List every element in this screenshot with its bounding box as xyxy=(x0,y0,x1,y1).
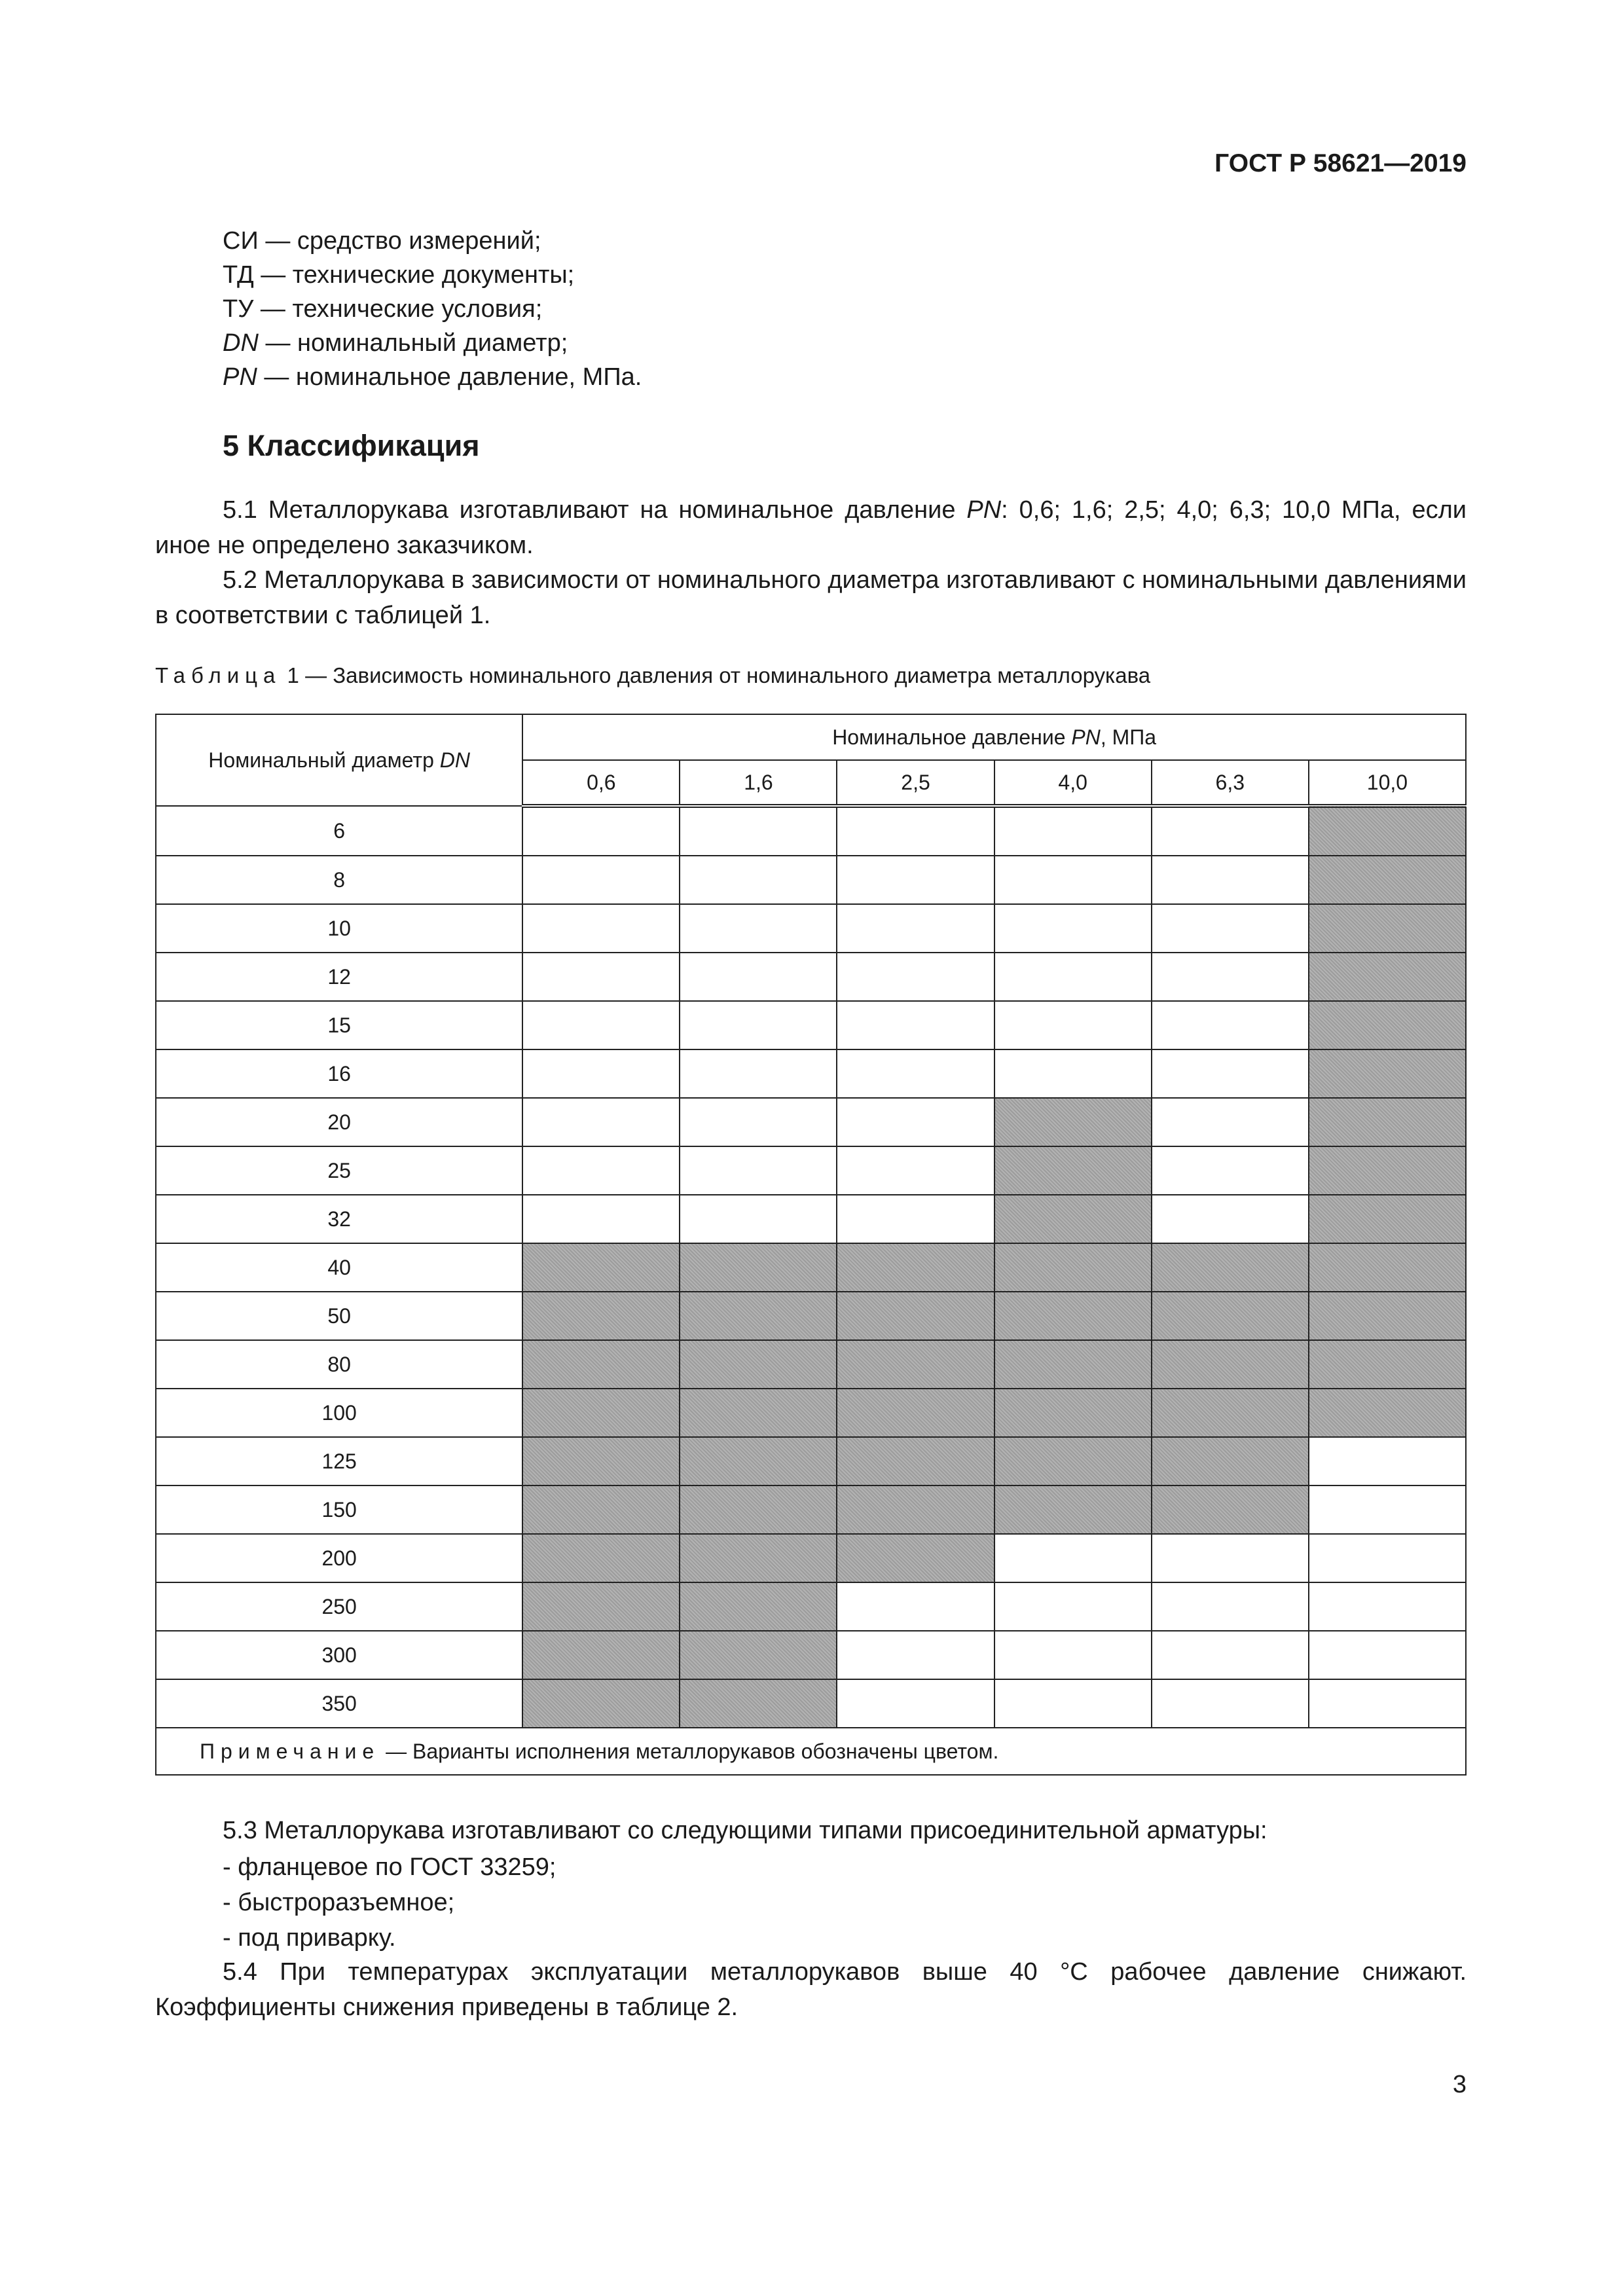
empty-cell xyxy=(1309,1631,1466,1679)
empty-cell xyxy=(680,953,837,1001)
section-heading: 5 Классификация xyxy=(223,429,480,462)
text: : 0,6; 1,6; 2,5; 4,0; 6,3; 10,0 МПа, если иное не определено заказчиком. xyxy=(155,496,1467,559)
empty-cell xyxy=(680,1049,837,1098)
empty-cell xyxy=(1309,1437,1466,1485)
pn-column-header: 4,0 xyxy=(994,760,1152,806)
shaded-cell xyxy=(522,1679,680,1728)
paragraph-5-2: 5.2 Металлорукава в зависимости от номинального диаметра изготавливают с номинальными давлениями в соответствии с таблицей 1. xyxy=(155,566,1467,629)
table-row xyxy=(156,1098,1466,1146)
dn-cell: 10 xyxy=(156,904,522,953)
shaded-cell xyxy=(522,1485,680,1534)
shaded-cell xyxy=(994,1485,1152,1534)
table-row xyxy=(156,1582,1466,1631)
shaded-cell xyxy=(522,1534,680,1582)
shaded-cell xyxy=(680,1582,837,1631)
shaded-cell xyxy=(837,1340,994,1389)
empty-cell xyxy=(1152,1001,1309,1049)
empty-cell xyxy=(1152,953,1309,1001)
empty-cell xyxy=(680,1146,837,1195)
empty-cell xyxy=(1152,1098,1309,1146)
shaded-cell xyxy=(837,1243,994,1292)
shaded-cell xyxy=(1309,806,1466,856)
dn-cell: 8 xyxy=(156,856,522,904)
note-text: — Варианты исполнения металлорукавов обозначены цветом. xyxy=(380,1739,999,1763)
empty-cell xyxy=(522,904,680,953)
empty-cell xyxy=(1309,1485,1466,1534)
empty-cell xyxy=(1152,1679,1309,1728)
dn-cell: 300 xyxy=(156,1631,522,1679)
empty-cell xyxy=(522,1001,680,1049)
empty-cell xyxy=(837,904,994,953)
abbr-term: DN xyxy=(223,329,259,357)
dn-cell: 15 xyxy=(156,1001,522,1049)
shaded-cell xyxy=(680,1679,837,1728)
empty-cell xyxy=(994,806,1152,856)
empty-cell xyxy=(1309,1679,1466,1728)
pn-group-header xyxy=(522,714,1466,760)
page-number: 3 xyxy=(1452,2071,1467,2098)
shaded-cell xyxy=(1309,953,1466,1001)
shaded-cell xyxy=(994,1437,1152,1485)
empty-cell xyxy=(994,1631,1152,1679)
dn-cell: 40 xyxy=(156,1243,522,1292)
abbr-term: PN xyxy=(223,363,257,391)
paragraph-5-1 xyxy=(155,492,1467,563)
abbr-item xyxy=(223,326,642,360)
empty-cell xyxy=(994,904,1152,953)
shaded-cell xyxy=(1152,1243,1309,1292)
table-caption xyxy=(155,663,1150,688)
list-item: - быстроразъемное; xyxy=(223,1889,455,1916)
abbr-item xyxy=(223,360,642,394)
shaded-cell xyxy=(837,1292,994,1340)
empty-cell xyxy=(994,1534,1152,1582)
table-row xyxy=(156,1195,1466,1243)
shaded-cell xyxy=(1152,1485,1309,1534)
dn-symbol: DN xyxy=(439,748,470,772)
table-row xyxy=(156,1534,1466,1582)
abbr-item xyxy=(223,292,642,326)
empty-cell xyxy=(680,806,837,856)
abbreviation-list xyxy=(223,224,642,394)
shaded-cell xyxy=(1309,1146,1466,1195)
shaded-cell xyxy=(1309,856,1466,904)
dn-cell: 250 xyxy=(156,1582,522,1631)
shaded-cell xyxy=(522,1582,680,1631)
empty-cell xyxy=(1152,1049,1309,1098)
shaded-cell xyxy=(680,1437,837,1485)
shaded-cell xyxy=(522,1389,680,1437)
empty-cell xyxy=(522,1049,680,1098)
empty-cell xyxy=(837,1049,994,1098)
shaded-cell xyxy=(522,1437,680,1485)
shaded-cell xyxy=(1309,904,1466,953)
shaded-cell xyxy=(522,1340,680,1389)
shaded-cell xyxy=(1309,1243,1466,1292)
empty-cell xyxy=(994,1679,1152,1728)
text: 5.1 Металлорукава изготавливают на номинальное давление xyxy=(223,496,967,524)
pn-column-header: 1,6 xyxy=(680,760,837,806)
empty-cell xyxy=(1309,1534,1466,1582)
dn-cell: 150 xyxy=(156,1485,522,1534)
shaded-cell xyxy=(837,1485,994,1534)
empty-cell xyxy=(680,856,837,904)
abbr-item xyxy=(223,224,642,258)
shaded-cell xyxy=(1152,1389,1309,1437)
empty-cell xyxy=(680,1001,837,1049)
shaded-cell xyxy=(680,1534,837,1582)
empty-cell xyxy=(522,856,680,904)
dn-cell: 6 xyxy=(156,806,522,856)
empty-cell xyxy=(522,1098,680,1146)
shaded-cell xyxy=(680,1243,837,1292)
shaded-cell xyxy=(1152,1292,1309,1340)
table-row xyxy=(156,1001,1466,1049)
shaded-cell xyxy=(522,1243,680,1292)
dn-cell: 12 xyxy=(156,953,522,1001)
dn-cell: 25 xyxy=(156,1146,522,1195)
table-row xyxy=(156,904,1466,953)
abbr-def: — средство измерений; xyxy=(258,227,541,255)
empty-cell xyxy=(837,1195,994,1243)
empty-cell xyxy=(522,1146,680,1195)
table-row xyxy=(156,1146,1466,1195)
empty-cell xyxy=(837,1582,994,1631)
abbr-def: — номинальное давление, МПа. xyxy=(257,363,642,391)
table-row xyxy=(156,953,1466,1001)
shaded-cell xyxy=(1309,1001,1466,1049)
dn-cell: 100 xyxy=(156,1389,522,1437)
abbr-def: — технические документы; xyxy=(253,261,575,289)
shaded-cell xyxy=(1309,1389,1466,1437)
abbr-def: — номинальный диаметр; xyxy=(258,329,568,357)
empty-cell xyxy=(1152,856,1309,904)
table-row xyxy=(156,806,1466,856)
pn-column-header: 6,3 xyxy=(1152,760,1309,806)
empty-cell xyxy=(1152,1146,1309,1195)
paragraph-5-3: 5.3 Металлорукава изготавливают со следующими типами присоединительной арматуры: xyxy=(223,1817,1267,1844)
shaded-cell xyxy=(1309,1049,1466,1098)
shaded-cell xyxy=(522,1631,680,1679)
empty-cell xyxy=(994,856,1152,904)
empty-cell xyxy=(1152,1195,1309,1243)
note-label: Примечание xyxy=(200,1739,380,1763)
shaded-cell xyxy=(837,1437,994,1485)
shaded-cell xyxy=(1309,1098,1466,1146)
empty-cell xyxy=(1152,806,1309,856)
abbr-term: СИ xyxy=(223,227,259,255)
empty-cell xyxy=(994,1049,1152,1098)
shaded-cell xyxy=(994,1243,1152,1292)
empty-cell xyxy=(994,1001,1152,1049)
empty-cell xyxy=(522,806,680,856)
table-row xyxy=(156,1679,1466,1728)
table-row xyxy=(156,1389,1466,1437)
empty-cell xyxy=(837,1146,994,1195)
dn-cell: 20 xyxy=(156,1098,522,1146)
dn-cell: 50 xyxy=(156,1292,522,1340)
table-row xyxy=(156,1340,1466,1389)
empty-cell xyxy=(837,856,994,904)
caption-label: Таблица xyxy=(155,663,282,687)
dn-cell: 80 xyxy=(156,1340,522,1389)
shaded-cell xyxy=(680,1340,837,1389)
abbr-item xyxy=(223,258,642,292)
document-id: ГОСТ Р 58621—2019 xyxy=(1214,149,1467,177)
table-row xyxy=(156,1485,1466,1534)
shaded-cell xyxy=(994,1098,1152,1146)
shaded-cell xyxy=(522,1292,680,1340)
paragraph-5-4: 5.4 При температурах эксплуатации металлорукавов выше 40 °С рабочее давление снижают. Коэффициенты снижения приведены в таблице 2. xyxy=(155,1958,1467,2021)
pn-column-header: 2,5 xyxy=(837,760,994,806)
shaded-cell xyxy=(837,1389,994,1437)
dn-cell: 16 xyxy=(156,1049,522,1098)
dn-column-header xyxy=(156,714,522,806)
empty-cell xyxy=(837,1098,994,1146)
shaded-cell xyxy=(1309,1195,1466,1243)
text: Номинальный диаметр xyxy=(208,748,440,772)
shaded-cell xyxy=(1152,1437,1309,1485)
empty-cell xyxy=(994,1582,1152,1631)
shaded-cell xyxy=(680,1631,837,1679)
connection-types-list xyxy=(223,1850,556,1956)
shaded-cell xyxy=(994,1292,1152,1340)
list-item: - фланцевое по ГОСТ 33259; xyxy=(223,1853,556,1881)
empty-cell xyxy=(837,1001,994,1049)
table-row xyxy=(156,1631,1466,1679)
empty-cell xyxy=(522,953,680,1001)
table-row xyxy=(156,1437,1466,1485)
table-note xyxy=(156,1728,1466,1775)
list-item: - под приварку. xyxy=(223,1924,396,1952)
empty-cell xyxy=(522,1195,680,1243)
empty-cell xyxy=(680,1098,837,1146)
shaded-cell xyxy=(994,1389,1152,1437)
shaded-cell xyxy=(680,1389,837,1437)
pn-column-header: 0,6 xyxy=(522,760,680,806)
dn-cell: 200 xyxy=(156,1534,522,1582)
empty-cell xyxy=(680,904,837,953)
table-row xyxy=(156,856,1466,904)
abbr-term: ТД xyxy=(223,261,254,289)
table-row xyxy=(156,1243,1466,1292)
shaded-cell xyxy=(994,1340,1152,1389)
empty-cell xyxy=(837,1631,994,1679)
empty-cell xyxy=(1152,1631,1309,1679)
shaded-cell xyxy=(1309,1292,1466,1340)
caption-text: 1 — Зависимость номинального давления от номинального диаметра металлорукава xyxy=(281,663,1151,687)
pn-column-header: 10,0 xyxy=(1309,760,1466,806)
shaded-cell xyxy=(994,1146,1152,1195)
empty-cell xyxy=(994,953,1152,1001)
dn-cell: 350 xyxy=(156,1679,522,1728)
empty-cell xyxy=(1152,904,1309,953)
pn-symbol: PN xyxy=(966,496,1002,524)
empty-cell xyxy=(1152,1534,1309,1582)
dn-cell: 125 xyxy=(156,1437,522,1485)
shaded-cell xyxy=(837,1534,994,1582)
shaded-cell xyxy=(994,1195,1152,1243)
empty-cell xyxy=(837,1679,994,1728)
empty-cell xyxy=(1152,1582,1309,1631)
abbr-term: ТУ xyxy=(223,295,254,323)
text: Номинальное давление xyxy=(832,725,1072,749)
text: , МПа xyxy=(1100,725,1157,749)
empty-cell xyxy=(837,806,994,856)
shaded-cell xyxy=(680,1292,837,1340)
abbr-def: — технические условия; xyxy=(253,295,543,323)
empty-cell xyxy=(1309,1582,1466,1631)
empty-cell xyxy=(837,953,994,1001)
empty-cell xyxy=(680,1195,837,1243)
table-row xyxy=(156,1049,1466,1098)
pn-symbol: PN xyxy=(1071,725,1101,749)
dn-cell: 32 xyxy=(156,1195,522,1243)
shaded-cell xyxy=(1152,1340,1309,1389)
pressure-diameter-table xyxy=(155,714,1467,1776)
shaded-cell xyxy=(1309,1340,1466,1389)
shaded-cell xyxy=(680,1485,837,1534)
table-row xyxy=(156,1292,1466,1340)
